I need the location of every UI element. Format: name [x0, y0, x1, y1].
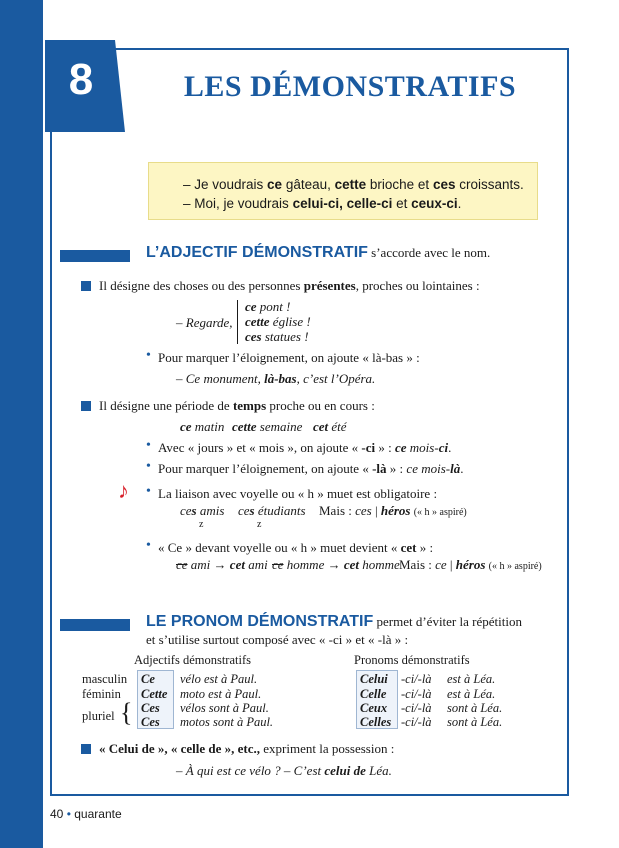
chapter-number: 8 [68, 55, 94, 104]
time-cette-semaine: cette semaine [232, 419, 303, 434]
example-ce-pont: ce pont ! [245, 299, 291, 314]
table-head-adjectifs: Adjectifs démonstratifs [134, 653, 251, 667]
example-cet-ami: ce ami → cet ami [176, 557, 268, 572]
chapter-tab [45, 40, 125, 132]
pronoun-suffix: -ci/-là [401, 687, 432, 701]
example-mais-heros: Mais : ce | héros (« h » aspiré) [399, 557, 542, 572]
square-bullet-icon [81, 401, 91, 411]
square-bullet-icon [81, 744, 91, 754]
pronoun: Celle [360, 687, 387, 701]
time-ce-matin: ce matin [180, 419, 225, 434]
page-word: quarante [74, 807, 122, 821]
rule-la: Pour marquer l’éloignement, on ajoute « -là » : ce mois-là. [158, 461, 464, 476]
liaison-ces-etudiants: ces étudiants [238, 503, 306, 518]
bullet-icon: • [146, 459, 151, 474]
music-note-icon: ♪ [118, 478, 129, 503]
bullet-icon: • [146, 484, 151, 499]
page-footer [50, 807, 122, 821]
adjective-example: moto est à Paul. [180, 687, 262, 701]
table-head-pronoms: Pronoms démonstratifs [354, 653, 470, 667]
pronoun-suffix: -ci/-là [401, 715, 432, 729]
pronoun: Celles [360, 715, 392, 729]
pronoun: Celui [360, 672, 388, 686]
rule-la-bas: Pour marquer l’éloignement, on ajoute « là-bas » : [158, 350, 420, 365]
adjective-example: motos sont à Paul. [180, 715, 274, 729]
liaison-mais-heros: Mais : ces | héros (« h » aspiré) [319, 503, 467, 518]
rule-liaison: La liaison avec voyelle ou « h » muet est obligatoire : [158, 486, 438, 501]
example-ces-statues: ces statues ! [245, 329, 309, 344]
rule-cet: « Ce » devant voyelle ou « h » muet devient « cet » : [158, 540, 434, 555]
liaison-z-1: z [199, 519, 204, 530]
pronoun-example: sont à Léa. [447, 715, 503, 729]
label-masculin: masculin [82, 672, 128, 686]
liaison-ces-amis: ces amis [180, 503, 225, 518]
section-bar [60, 619, 130, 631]
brace-icon: { [120, 698, 133, 727]
rule-temps: Il désigne une période de temps proche ou en cours : [99, 398, 375, 413]
adjective: Cette [141, 687, 168, 701]
adjective: Ces [141, 715, 160, 729]
pronoun: Ceux [360, 701, 388, 715]
adjective: Ces [141, 701, 160, 715]
adjective-example: vélo est à Paul. [180, 672, 258, 686]
time-cet-ete: cet été [313, 419, 347, 434]
dialog-box [148, 162, 538, 220]
rule-ci: Avec « jours » et « mois », on ajoute « -ci » : ce mois-ci. [158, 440, 452, 455]
pronoun-example: est à Léa. [447, 672, 496, 686]
rule-possession: « Celui de », « celle de », etc., expriment la possession : [99, 741, 395, 756]
section-heading: LE PRONOM DÉMONSTRATIF [146, 613, 374, 630]
section-pronom-line2: et s’utilise surtout composé avec « -ci » et « -là » : [146, 632, 409, 647]
square-bullet-icon [81, 281, 91, 291]
pronoun-suffix: -ci/-là [401, 701, 432, 715]
left-color-bar [0, 0, 43, 848]
page-title: LES DÉMONSTRATIFS [183, 70, 517, 103]
bullet-icon: • [146, 538, 151, 553]
adjective-example: vélos sont à Paul. [180, 701, 269, 715]
example-cet-homme: ce homme → cet homme [272, 557, 400, 572]
page-number: 40 [50, 807, 64, 821]
liaison-z-2: z [257, 519, 262, 530]
footer-dot-icon: • [66, 807, 71, 821]
pronoun-example: est à Léa. [447, 687, 496, 701]
bullet-icon: • [146, 348, 151, 363]
bracket-line [237, 300, 238, 344]
example-la-bas: – Ce monument, là-bas, c’est l’Opéra. [176, 371, 376, 386]
section-heading: L’ADJECTIF DÉMONSTRATIF [146, 244, 368, 261]
section-bar [60, 250, 130, 262]
label-feminin: féminin [82, 687, 121, 701]
bullet-icon: • [146, 438, 151, 453]
example-possession: – À qui est ce vélo ? – C’est celui de Léa. [176, 763, 392, 778]
regarde-label: – Regarde, [176, 315, 233, 330]
label-pluriel: pluriel [82, 709, 115, 723]
dialog-line-1: – Je voudrais ce gâteau, cette brioche et ces croissants. [183, 177, 524, 192]
dialog-line-2: – Moi, je voudrais celui-ci, celle-ci et ceux-ci. [183, 196, 462, 211]
example-cette-eglise: cette église ! [245, 314, 311, 329]
pronoun-example: sont à Léa. [447, 701, 503, 715]
adjective: Ce [141, 672, 155, 686]
rule-presentes: Il désigne des choses ou des personnes présentes, proches ou lointaines : [99, 278, 480, 293]
pronoun-suffix: -ci/-là [401, 672, 432, 686]
